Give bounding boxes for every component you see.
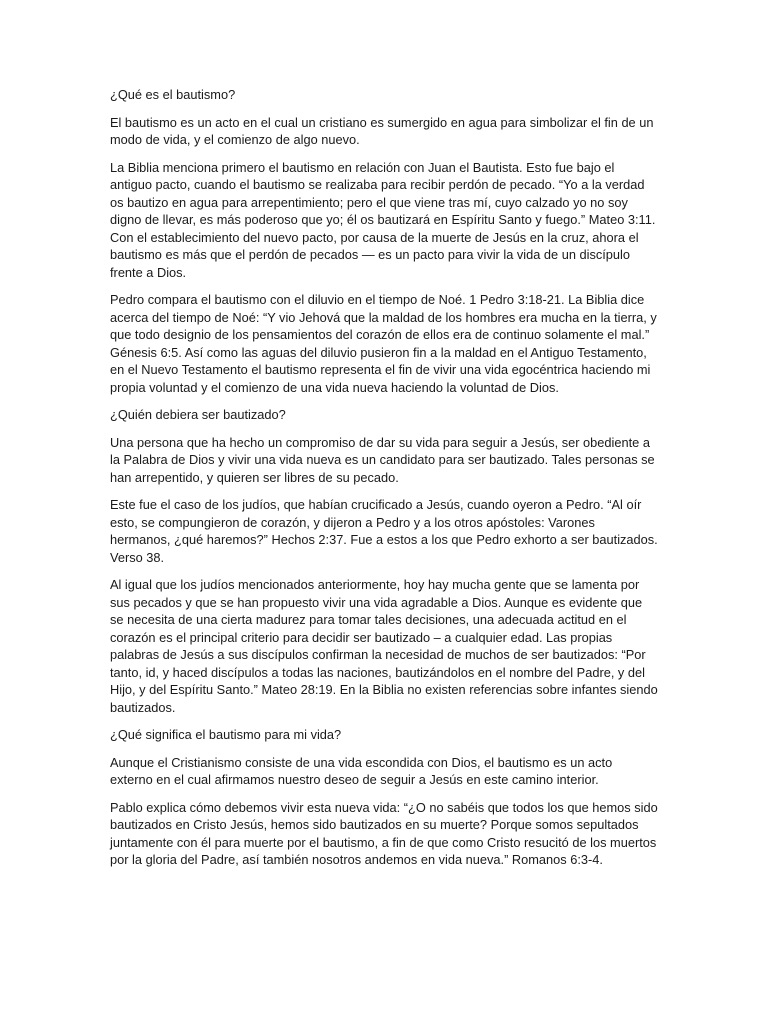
heading-who-should-be-baptized: ¿Quién debiera ser bautizado?	[110, 407, 286, 422]
paragraph-hidden-life: Aunque el Cristianismo consiste de una vida escondida con Dios, el bautismo es un acto externo en el cual afirmamos nuestro deseo de seguir a Jesús en este camino interior.	[110, 754, 613, 787]
heading-meaning-for-my-life: ¿Qué significa el bautismo para mi vida?	[110, 727, 342, 742]
document-page	[110, 86, 658, 879]
paragraph-jews-peter: Este fue el caso de los judíos, que habían crucificado a Jesús, cuando oyeron a Pedro. “Al oír esto, se compungieron de corazón, y dijeron a Pedro y a los otros apóstoles: Varones hermanos, ¿qué haremos?” Hechos 2:37. Fue a estos a los que Pedro exhorto a ser bautizados. Verso 38.	[110, 497, 658, 565]
paragraph-definition: El bautismo es un acto en el cual un cristiano es sumergido en agua para simbolizar el fin de un modo de vida, y el comienzo de algo nuevo.	[110, 114, 654, 147]
paragraph-john-the-baptist: La Biblia menciona primero el bautismo en relación con Juan el Bautista. Esto fue bajo el antiguo pacto, cuando el bautismo se realizaba para recibir perdón de pecado. “Yo a la verdad os bautizo en agua para arrepentimiento; pero el que viene tras mí, cuyo calzado yo no soy digno de llevar, es más poderoso que yo; él os bautizará en Espíritu Santo y fuego.” Mateo 3:11. Con el establecimiento del nuevo pacto, por causa de la muerte de Jesús en la cruz, ahora el bautismo es más que el perdón de pecados — es un pacto para vivir la vida de un discípulo frente a Dios.	[110, 159, 656, 280]
heading-what-is-baptism: ¿Qué es el bautismo?	[110, 87, 236, 102]
paragraph-candidate: Una persona que ha hecho un compromiso de dar su vida para seguir a Jesús, ser obediente a la Palabra de Dios y vivir una vida nueva es un candidato para ser bautizado. Tales personas se han arrepentido, y quieren ser libres de su pecado.	[110, 434, 655, 485]
paragraph-paul-new-life: Pablo explica cómo debemos vivir esta nueva vida: “¿O no sabéis que todos los que hemos sido bautizados en Cristo Jesús, hemos sido bautizados en su muerte? Porque somos sepultados juntamente con él para muerte por el bautismo, a fin de que como Cristo resucitó de los muertos por la gloria del Padre, así también nosotros andemos en vida nueva.” Romanos 6:3-4.	[110, 799, 658, 867]
paragraph-noah-flood: Pedro compara el bautismo con el diluvio en el tiempo de Noé. 1 Pedro 3:18-21. La Biblia dice acerca del tiempo de Noé: “Y vio Jehová que la maldad de los hombres era mucha en la tierra, y que todo designio de los pensamientos del corazón de ellos era de continuo solamente el mal.” Génesis 6:5. Así como las aguas del diluvio pusieron fin a la maldad en el Antiguo Testamento, en el Nuevo Testamento el bautismo representa el fin de vivir una vida egocéntrica haciendo mi propia voluntad y el comienzo de una vida nueva haciendo la voluntad de Dios.	[110, 292, 657, 395]
paragraph-maturity: Al igual que los judíos mencionados anteriormente, hoy hay mucha gente que se lamenta por sus pecados y que se han propuesto vivir una vida agradable a Dios. Aunque es evidente que se necesita de una cierta madurez para tomar tales decisiones, una adecuada actitud en el corazón es el principal criterio para decidir ser bautizado – a cualquier edad. Las propias palabras de Jesús a sus discípulos confirman la necesidad de muchos de ser bautizados: “Por tanto, id, y haced discípulos a todas las naciones, bautizándolos en el nombre del Padre, y del Hijo, y del Espíritu Santo.” Mateo 28:19. En la Biblia no existen referencias sobre infantes siendo bautizados.	[110, 577, 658, 715]
